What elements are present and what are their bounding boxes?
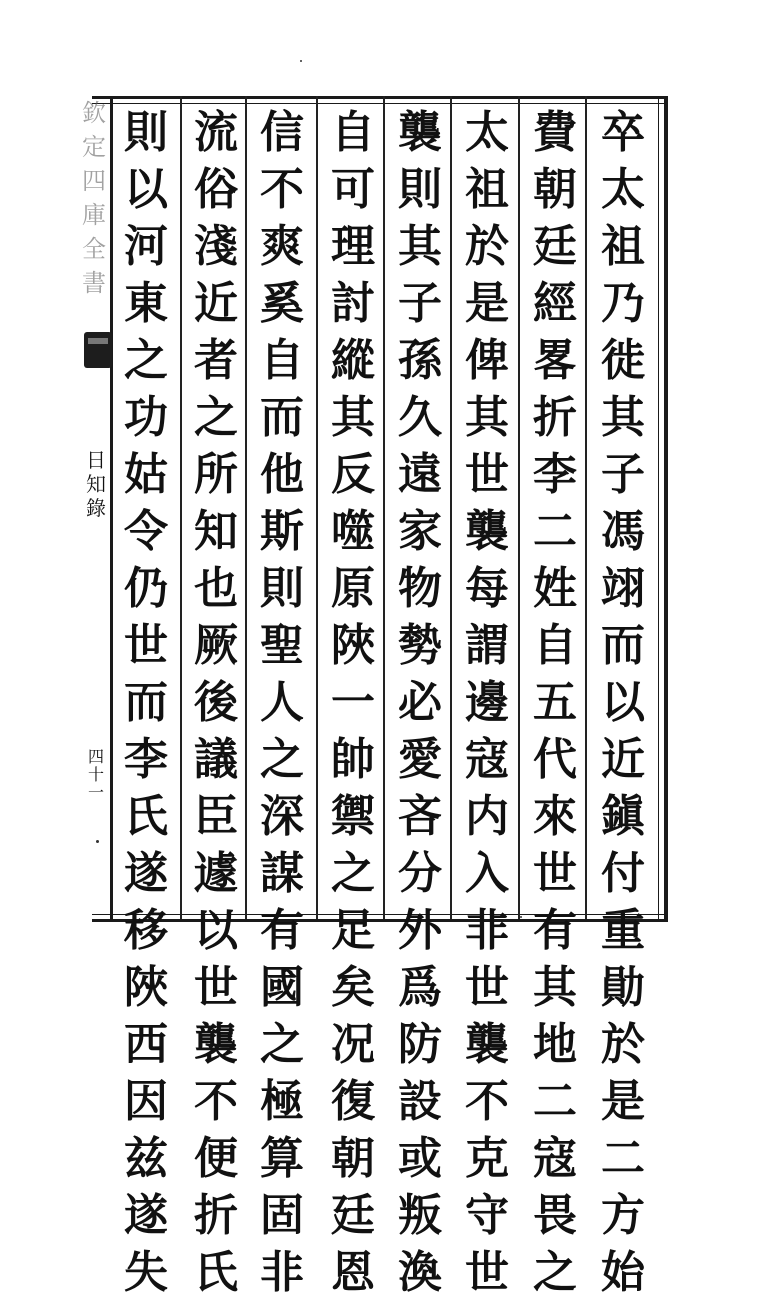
book-title-char: 日 bbox=[86, 448, 106, 472]
text-char: 以 bbox=[124, 164, 168, 215]
text-char: 二 bbox=[533, 506, 577, 557]
text-char: 襲 bbox=[465, 506, 509, 557]
text-char: 所 bbox=[194, 449, 238, 500]
text-char: 西 bbox=[124, 1019, 168, 1070]
text-char: 祖 bbox=[465, 164, 509, 215]
text-column-8 bbox=[116, 104, 176, 1298]
text-char: 地 bbox=[533, 1019, 577, 1070]
text-char: 是 bbox=[601, 1076, 645, 1127]
text-char: 足 bbox=[331, 905, 375, 956]
text-char: 或 bbox=[398, 1133, 442, 1184]
text-char: 於 bbox=[601, 1019, 645, 1070]
text-char: 久 bbox=[398, 392, 442, 443]
text-char: 徙 bbox=[601, 335, 645, 386]
text-char: 付 bbox=[601, 848, 645, 899]
text-char: 卒 bbox=[601, 107, 645, 158]
text-char: 於 bbox=[465, 221, 509, 272]
text-char: 則 bbox=[260, 563, 304, 614]
text-char: 代 bbox=[533, 734, 577, 785]
text-char: 極 bbox=[260, 1076, 304, 1127]
text-char: 李 bbox=[124, 734, 168, 785]
series-title-char: 全 bbox=[82, 235, 106, 263]
text-char: 遠 bbox=[398, 449, 442, 500]
text-char: 二 bbox=[601, 1133, 645, 1184]
text-char: 則 bbox=[398, 164, 442, 215]
text-char: 斯 bbox=[260, 506, 304, 557]
text-char: 之 bbox=[331, 848, 375, 899]
text-char: 反 bbox=[331, 449, 375, 500]
text-char: 遂 bbox=[124, 848, 168, 899]
text-char: 有 bbox=[260, 905, 304, 956]
text-char: 况 bbox=[331, 1019, 375, 1070]
text-char: 其 bbox=[533, 962, 577, 1013]
text-char: 朝 bbox=[533, 164, 577, 215]
text-char: 國 bbox=[260, 962, 304, 1013]
text-char: 復 bbox=[331, 1076, 375, 1127]
text-char: 爽 bbox=[260, 221, 304, 272]
text-char: 克 bbox=[465, 1133, 509, 1184]
fish-tail-ornament bbox=[84, 332, 112, 368]
text-char: 每 bbox=[465, 563, 509, 614]
text-char: 不 bbox=[465, 1076, 509, 1127]
margin-rule bbox=[110, 96, 113, 919]
text-char: 設 bbox=[398, 1076, 442, 1127]
text-column-5 bbox=[323, 104, 383, 1298]
text-char: 來 bbox=[533, 791, 577, 842]
text-char: 近 bbox=[601, 734, 645, 785]
text-column-6 bbox=[252, 104, 312, 1298]
text-char: 以 bbox=[601, 677, 645, 728]
column-divider bbox=[383, 96, 385, 919]
text-char: 帥 bbox=[331, 734, 375, 785]
text-column-7 bbox=[186, 104, 246, 1298]
text-char: 世 bbox=[124, 620, 168, 671]
text-char: 河 bbox=[124, 221, 168, 272]
text-char: 物 bbox=[398, 563, 442, 614]
text-char: 謂 bbox=[465, 620, 509, 671]
book-title-char: 錄 bbox=[86, 496, 106, 520]
text-char: 渙 bbox=[398, 1247, 442, 1298]
text-char: 愛 bbox=[398, 734, 442, 785]
text-char: 家 bbox=[398, 506, 442, 557]
text-char: 仍 bbox=[124, 563, 168, 614]
text-char: 有 bbox=[533, 905, 577, 956]
text-char: 知 bbox=[194, 506, 238, 557]
column-divider bbox=[316, 96, 318, 919]
text-char: 勢 bbox=[398, 620, 442, 671]
text-char: 而 bbox=[260, 392, 304, 443]
text-char: 而 bbox=[601, 620, 645, 671]
text-char: 也 bbox=[194, 563, 238, 614]
scan-speck bbox=[96, 840, 99, 843]
text-char: 入 bbox=[465, 848, 509, 899]
text-char: 矣 bbox=[331, 962, 375, 1013]
text-char: 固 bbox=[260, 1190, 304, 1241]
text-char: 自 bbox=[331, 107, 375, 158]
text-char: 防 bbox=[398, 1019, 442, 1070]
column-divider bbox=[518, 96, 520, 919]
text-char: 外 bbox=[398, 905, 442, 956]
text-char: 失 bbox=[124, 1247, 168, 1298]
text-char: 畏 bbox=[533, 1190, 577, 1241]
text-char: 厥 bbox=[194, 620, 238, 671]
series-title-char: 四 bbox=[82, 167, 106, 195]
text-char: 費 bbox=[533, 107, 577, 158]
text-char: 自 bbox=[260, 335, 304, 386]
text-char: 必 bbox=[398, 677, 442, 728]
text-char: 移 bbox=[124, 905, 168, 956]
text-char: 二 bbox=[533, 1076, 577, 1127]
text-char: 噬 bbox=[331, 506, 375, 557]
text-char: 奚 bbox=[260, 278, 304, 329]
text-char: 世 bbox=[465, 1247, 509, 1298]
text-char: 者 bbox=[194, 335, 238, 386]
text-char: 陜 bbox=[124, 962, 168, 1013]
text-char: 五 bbox=[533, 677, 577, 728]
series-title-char: 定 bbox=[82, 133, 106, 161]
text-char: 朝 bbox=[331, 1133, 375, 1184]
text-char: 其 bbox=[331, 392, 375, 443]
text-char: 之 bbox=[260, 734, 304, 785]
text-char: 討 bbox=[331, 278, 375, 329]
text-char: 寇 bbox=[465, 734, 509, 785]
text-char: 以 bbox=[194, 905, 238, 956]
page-number-char: 一 bbox=[87, 783, 104, 802]
text-char: 内 bbox=[465, 791, 509, 842]
text-char: 世 bbox=[194, 962, 238, 1013]
text-char: 襲 bbox=[194, 1019, 238, 1070]
text-char: 便 bbox=[194, 1133, 238, 1184]
text-char: 太 bbox=[465, 107, 509, 158]
text-char: 陜 bbox=[331, 620, 375, 671]
text-char: 姑 bbox=[124, 449, 168, 500]
text-char: 流 bbox=[194, 107, 238, 158]
text-char: 而 bbox=[124, 677, 168, 728]
book-title-char: 知 bbox=[86, 472, 106, 496]
text-char: 氏 bbox=[194, 1247, 238, 1298]
text-char: 廷 bbox=[331, 1190, 375, 1241]
text-char: 寇 bbox=[533, 1133, 577, 1184]
text-char: 廷 bbox=[533, 221, 577, 272]
text-char: 原 bbox=[331, 563, 375, 614]
text-char: 遂 bbox=[124, 1190, 168, 1241]
text-char: 叛 bbox=[398, 1190, 442, 1241]
text-char: 不 bbox=[194, 1076, 238, 1127]
text-char: 襲 bbox=[398, 107, 442, 158]
frame-inner-right-rule bbox=[658, 99, 659, 919]
text-char: 經 bbox=[533, 278, 577, 329]
text-char: 翊 bbox=[601, 563, 645, 614]
column-divider bbox=[450, 96, 452, 919]
series-title-char: 書 bbox=[82, 269, 106, 297]
text-column-4 bbox=[390, 104, 450, 1298]
page-number-char: 四 bbox=[87, 747, 104, 766]
text-char: 其 bbox=[398, 221, 442, 272]
text-column-2 bbox=[525, 104, 585, 1298]
text-char: 謀 bbox=[260, 848, 304, 899]
text-char: 勛 bbox=[601, 962, 645, 1013]
text-char: 令 bbox=[124, 506, 168, 557]
text-char: 遽 bbox=[194, 848, 238, 899]
text-char: 深 bbox=[260, 791, 304, 842]
text-char: 襲 bbox=[465, 1019, 509, 1070]
column-divider bbox=[585, 96, 587, 919]
text-char: 因 bbox=[124, 1076, 168, 1127]
text-char: 算 bbox=[260, 1133, 304, 1184]
text-char: 聖 bbox=[260, 620, 304, 671]
text-char: 重 bbox=[601, 905, 645, 956]
text-char: 分 bbox=[398, 848, 442, 899]
text-char: 理 bbox=[331, 221, 375, 272]
text-char: 人 bbox=[260, 677, 304, 728]
text-char: 則 bbox=[124, 107, 168, 158]
text-char: 世 bbox=[465, 962, 509, 1013]
text-char: 俗 bbox=[194, 164, 238, 215]
text-char: 世 bbox=[465, 449, 509, 500]
text-char: 之 bbox=[260, 1019, 304, 1070]
text-column-3 bbox=[457, 104, 517, 1298]
book-title bbox=[84, 448, 108, 520]
text-char: 太 bbox=[601, 164, 645, 215]
text-char: 子 bbox=[398, 278, 442, 329]
text-char: 後 bbox=[194, 677, 238, 728]
text-char: 淺 bbox=[194, 221, 238, 272]
text-char: 祖 bbox=[601, 221, 645, 272]
text-char: 孫 bbox=[398, 335, 442, 386]
text-char: 禦 bbox=[331, 791, 375, 842]
text-char: 近 bbox=[194, 278, 238, 329]
text-char: 是 bbox=[465, 278, 509, 329]
text-char: 乃 bbox=[601, 278, 645, 329]
text-char: 鎭 bbox=[601, 791, 645, 842]
text-char: 姓 bbox=[533, 563, 577, 614]
text-char: 自 bbox=[533, 620, 577, 671]
text-char: 非 bbox=[260, 1247, 304, 1298]
page-number-char: 十 bbox=[87, 765, 104, 784]
column-divider bbox=[180, 96, 182, 919]
text-char: 之 bbox=[533, 1247, 577, 1298]
text-char: 非 bbox=[465, 905, 509, 956]
scan-speck bbox=[300, 60, 302, 62]
text-char: 兹 bbox=[124, 1133, 168, 1184]
text-char: 李 bbox=[533, 449, 577, 500]
series-title-char: 庫 bbox=[82, 201, 106, 229]
text-char: 其 bbox=[601, 392, 645, 443]
text-column-1 bbox=[593, 104, 653, 1298]
page-number bbox=[84, 748, 108, 802]
text-char: 恩 bbox=[331, 1247, 375, 1298]
text-char: 折 bbox=[194, 1190, 238, 1241]
text-char: 信 bbox=[260, 107, 304, 158]
text-char: 馮 bbox=[601, 506, 645, 557]
text-char: 世 bbox=[533, 848, 577, 899]
text-char: 子 bbox=[601, 449, 645, 500]
series-title bbox=[78, 96, 110, 300]
text-char: 爲 bbox=[398, 962, 442, 1013]
text-char: 議 bbox=[194, 734, 238, 785]
text-char: 臣 bbox=[194, 791, 238, 842]
text-char: 縱 bbox=[331, 335, 375, 386]
text-char: 不 bbox=[260, 164, 304, 215]
text-char: 守 bbox=[465, 1190, 509, 1241]
text-char: 邊 bbox=[465, 677, 509, 728]
text-char: 方 bbox=[601, 1190, 645, 1241]
text-char: 氏 bbox=[124, 791, 168, 842]
text-char: 折 bbox=[533, 392, 577, 443]
text-char: 畧 bbox=[533, 335, 577, 386]
text-char: 其 bbox=[465, 392, 509, 443]
text-char: 功 bbox=[124, 392, 168, 443]
text-char: 可 bbox=[331, 164, 375, 215]
text-char: 俾 bbox=[465, 335, 509, 386]
text-char: 之 bbox=[124, 335, 168, 386]
series-title-char: 欽 bbox=[82, 99, 106, 127]
scan-speck bbox=[520, 916, 522, 918]
text-char: 吝 bbox=[398, 791, 442, 842]
text-char: 始 bbox=[601, 1247, 645, 1298]
text-char: 東 bbox=[124, 278, 168, 329]
text-char: 一 bbox=[331, 677, 375, 728]
text-char: 他 bbox=[260, 449, 304, 500]
text-char: 之 bbox=[194, 392, 238, 443]
